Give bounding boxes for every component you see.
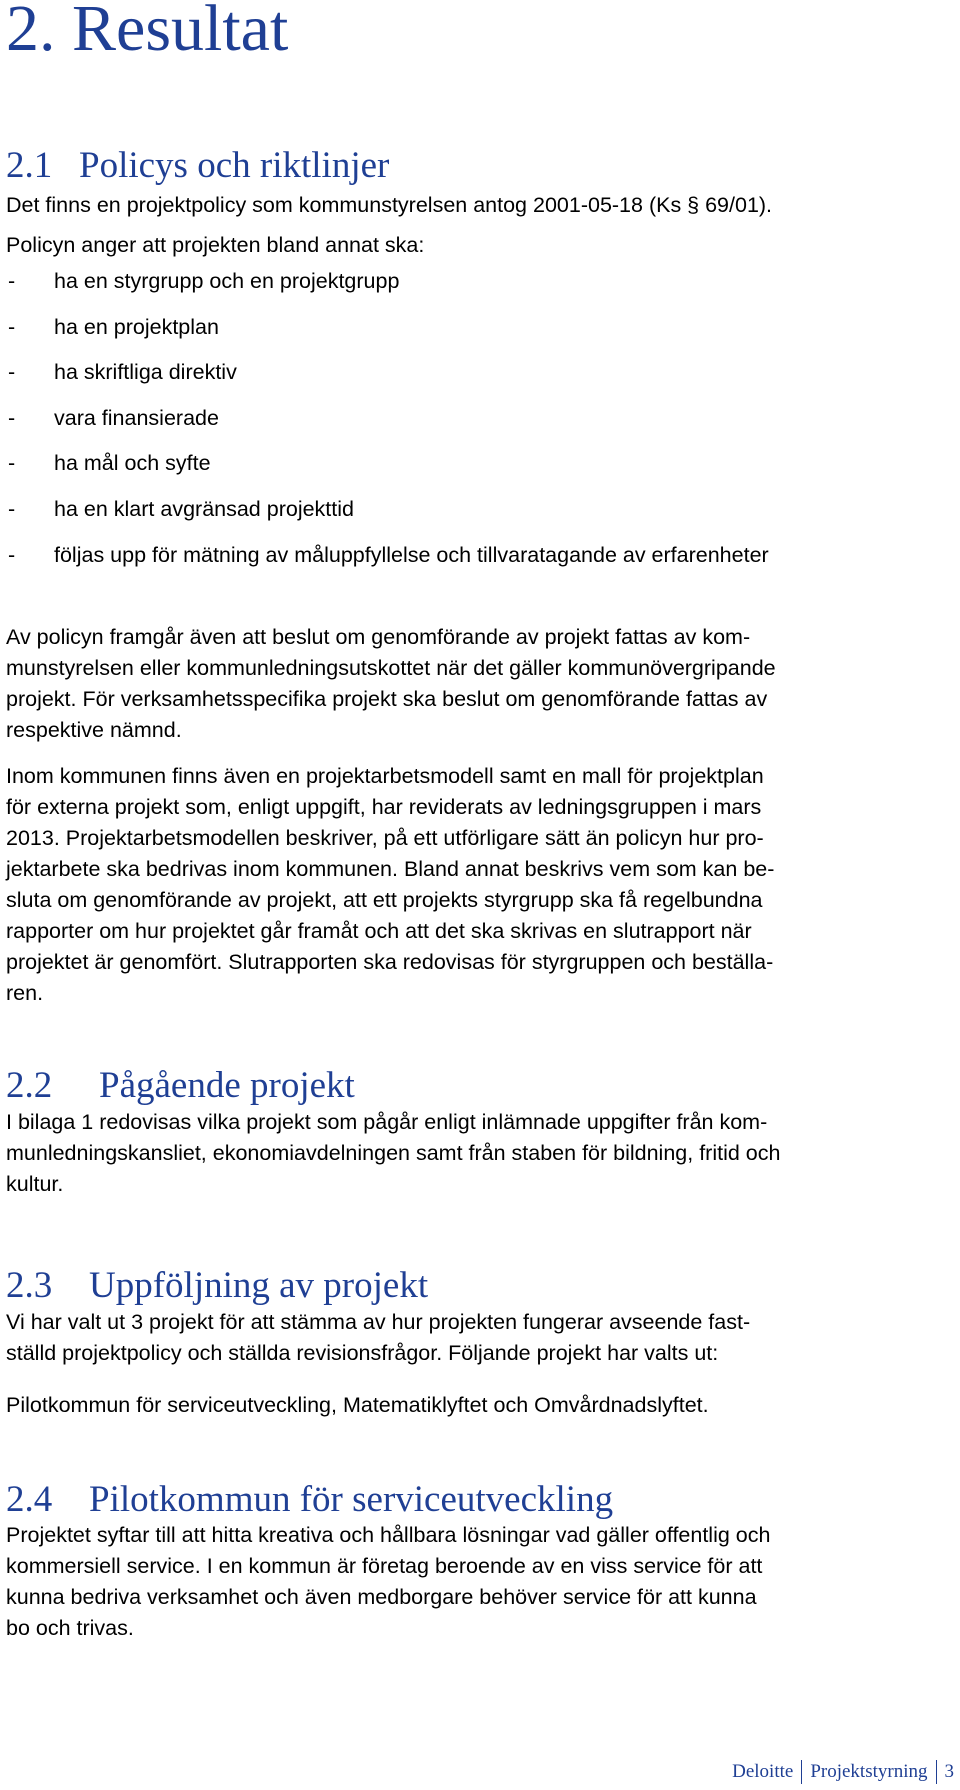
text-line: Inom kommunen finns även en projektarbetsmodell samt en mall för projektplan — [6, 764, 764, 788]
section-2-1-heading — [6, 145, 389, 187]
section-number: 2.1 — [6, 145, 53, 186]
text-line: Det finns en projektpolicy som kommunstyrelsen antog 2001-05-18 (Ks § 69/01). — [6, 193, 773, 217]
section-number: 2.3 — [6, 1265, 53, 1306]
bullet-marker: - — [8, 496, 16, 521]
text-line: kultur. — [6, 1172, 64, 1196]
section-number: 2.2 — [6, 1065, 53, 1106]
section-2-3-paragraph-2 — [6, 1390, 956, 1421]
footer-divider — [936, 1760, 937, 1784]
bullet-marker: - — [8, 269, 16, 293]
text-line: I bilaga 1 redovisas vilka projekt som pågår enligt inlämnade uppgifter från kom- — [6, 1110, 768, 1134]
section-2-3-heading — [6, 1265, 428, 1307]
text-line: rapporter om hur projektet går framåt och att det ska skrivas en slutrapport när — [6, 919, 752, 943]
section-number: 2.4 — [6, 1479, 53, 1520]
text-line: projekt. För verksamhetsspecifika projekt ska beslut om genomförande fattas av — [6, 687, 768, 711]
section-title: Pågående projekt — [99, 1065, 355, 1106]
text-line: 2013. Projektarbetsmodellen beskriver, på ett utförligare sätt än policyn hur pro- — [6, 826, 764, 850]
text-line: Projektet syftar till att hitta kreativa och hållbara lösningar vad gäller offentlig och — [6, 1523, 771, 1547]
section-2-2-heading — [6, 1065, 355, 1107]
section-2-1-paragraph-2 — [6, 761, 956, 1009]
footer-organization: Deloitte — [732, 1761, 794, 1782]
text-line: sluta om genomförande av projekt, att ett projekts styrgrupp ska få regelbundna — [6, 888, 763, 912]
section-2-1-intro — [6, 190, 956, 261]
text-line: för externa projekt som, enligt uppgift, har reviderats av ledningsgruppen i mars — [6, 795, 762, 819]
section-title: Uppföljning av projekt — [89, 1265, 429, 1306]
text-line: kunna bedriva verksamhet och även medborgare behöver service för att kunna — [6, 1585, 757, 1609]
section-2-1-paragraph-1 — [6, 622, 956, 746]
bullet-marker: - — [8, 360, 16, 385]
page-footer — [732, 1760, 954, 1784]
footer-divider — [801, 1760, 802, 1784]
footer-document-title: Projektstyrning — [810, 1761, 928, 1782]
footer-page-number: 3 — [944, 1761, 954, 1782]
document-page: 2. Resultat 2.1 Policys och riktlinjer Det finns en projektpolicy som kommunstyrelsen antog 2001-05-18 (Ks § 69/01). Policyn anger att projekten bland annat ska: - ha en styrgrupp och en projektgrupp - ha en projektplan - ha skriftliga direktiv - vara finansierade - ha mål och syfte - ha en klart avgränsad projekttid - följas upp för mätning av måluppfyllelse och tillvaratagande av erfarenheter Av policyn framgår även att beslut om genomförande av projekt fattas av kom- munstyrelsen eller kommunledningsutskottet när det gäller kommunövergripande projekt. För verksamhetsspecifika projekt ska beslut om genomförande fattas av respektive nämnd. Inom kommunen finns även en projektarbetsmodell samt en mall för projektplan för externa projekt som, enligt uppgift, har reviderats av ledningsgruppen i mars 2013. Projektarbetsmodellen beskriver, på ett utförligare sätt än policyn hur pro- jektarbete ska bedrivas inom kommunen. Bland annat beskrivs vem som kan be- sluta om genomförande av projekt, att ett projekts styrgrupp ska få regelbundna rapporter om hur projektet går framåt och att det ska skrivas en slutrapport när projektet är genomfört. Slutrapporten ska redovisas för styrgruppen och beställa- ren. 2.2 Pågående projekt I bilaga 1 redovisas vilka projekt som pågår enligt inlämnade uppgifter från kom- munledningskansliet, ekonomiavdelningen samt från staben för bildning, fritid och kultur. 2.3 Uppföljning av projekt Vi har valt ut 3 projekt för att stämma av hur projekten fungerar avseende fast- ställd projektpolicy och ställda revisionsfrågor. Följande projekt har valts ut: Pilotkommun för serviceutveckling, Matematiklyftet och Omvårdnadslyftet. 2.4 Pilotkommun för serviceutveckling Projektet syftar till att hitta kreativa och hållbara lösningar vad gäller offentlig och kommersiell service. I en kommun är företag beroende av en viss service för att kunna bedriva verksamhet och även medborgare behöver service för att kunna bo och trivas. Deloitte Projektstyrning 3 — [0, 0, 960, 1790]
text-line: munstyrelsen eller kommunledningsutskottet när det gäller kommunövergripande — [6, 656, 776, 680]
chapter-title: 2. Resultat — [6, 0, 289, 65]
text-line: jektarbete ska bedrivas inom kommunen. Bland annat beskrivs vem som kan be- — [6, 857, 775, 881]
text-line: Pilotkommun för serviceutveckling, Matematiklyftet och Omvårdnadslyftet. — [6, 1393, 709, 1417]
text-line: Av policyn framgår även att beslut om genomförande av projekt fattas av kom- — [6, 625, 751, 649]
section-2-4-heading — [6, 1479, 613, 1521]
text-line: Policyn anger att projekten bland annat ska: — [6, 233, 425, 257]
text-line: ställd projektpolicy och ställda revisionsfrågor. Följande projekt har valts ut: — [6, 1341, 719, 1365]
section-title: Pilotkommun för serviceutveckling — [89, 1479, 614, 1520]
bullet-marker: - — [8, 314, 16, 339]
text-line: projektet är genomfört. Slutrapporten ska redovisas för styrgruppen och beställa- — [6, 950, 774, 974]
bullet-marker: - — [8, 405, 16, 430]
section-2-2-paragraph — [6, 1107, 956, 1200]
section-2-3-paragraph-1 — [6, 1307, 956, 1369]
text-line: respektive nämnd. — [6, 718, 182, 742]
section-title: Policys och riktlinjer — [79, 145, 390, 186]
text-line: Vi har valt ut 3 projekt för att stämma av hur projekten fungerar avseende fast- — [6, 1310, 751, 1334]
text-line: munledningskansliet, ekonomiavdelningen samt från staben för bildning, fritid och — [6, 1141, 781, 1165]
section-2-4-paragraph — [6, 1520, 956, 1644]
bullet-marker: - — [8, 542, 16, 567]
text-line: bo och trivas. — [6, 1616, 134, 1640]
text-line: ren. — [6, 981, 44, 1005]
bullet-marker: - — [8, 451, 16, 476]
text-line: kommersiell service. I en kommun är företag beroende av en viss service för att — [6, 1554, 763, 1578]
